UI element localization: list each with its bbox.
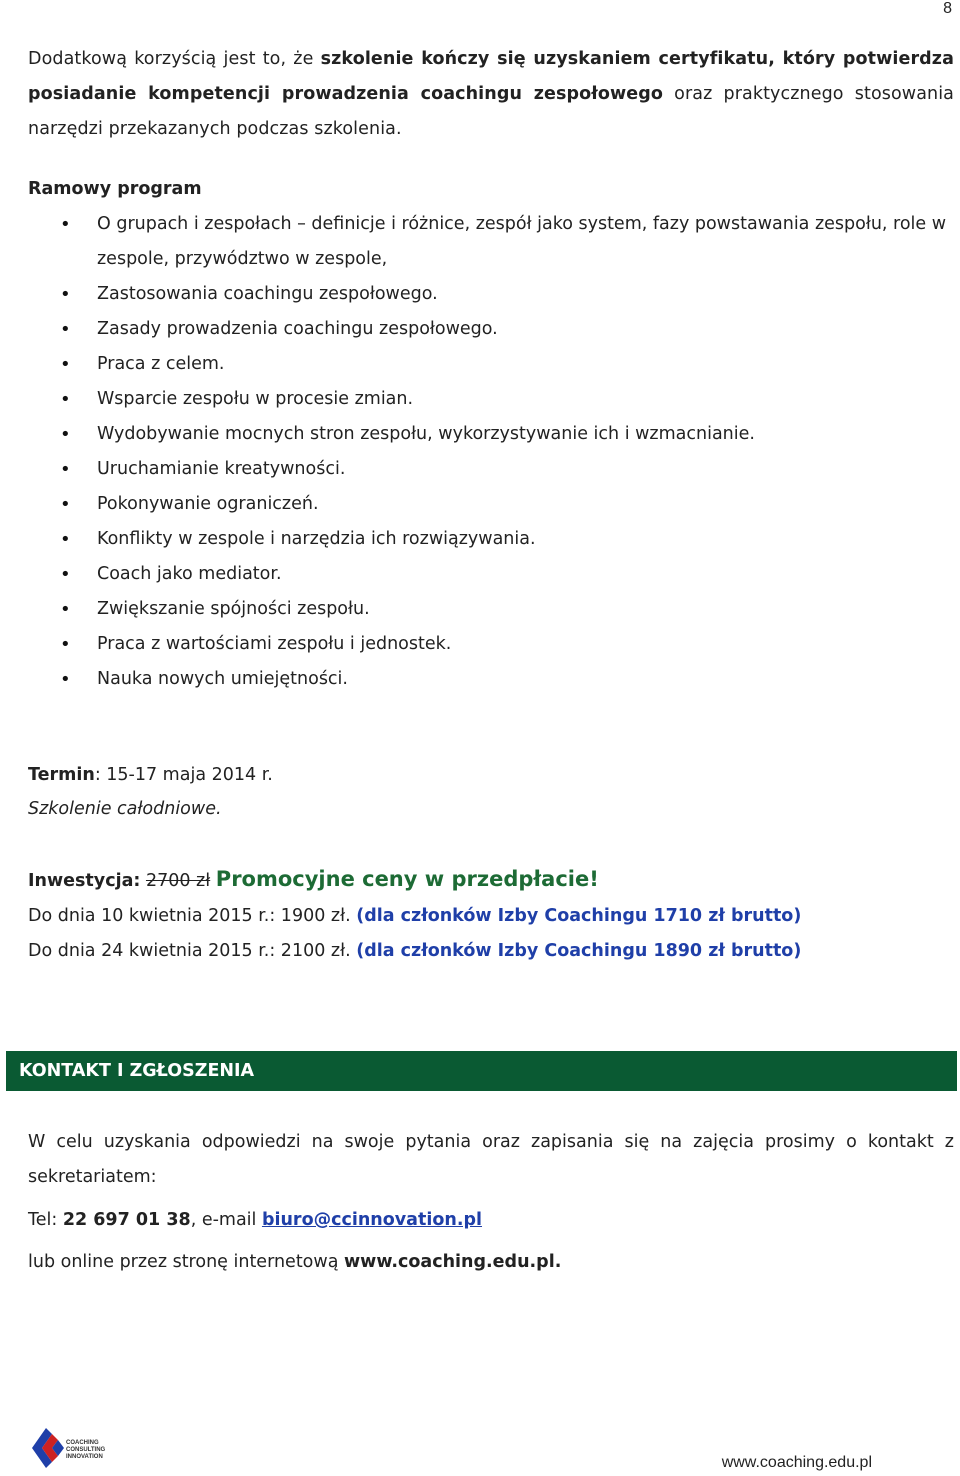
online-text: lub online przez stronę internetową — [28, 1252, 344, 1272]
page-number: 8 — [943, 0, 952, 17]
termin-note: Szkolenie całodniowe. — [28, 799, 222, 819]
member-price: (dla członków Izby Coachingu 1710 zł brutto) — [356, 906, 802, 926]
logo-line: CONSULTING — [66, 1447, 106, 1453]
program-item: • Coach jako mediator. — [28, 557, 954, 592]
program-item: • Zwiększanie spójności zespołu. — [28, 592, 954, 627]
program-item: • Wsparcie zespołu w procesie zmian. — [28, 382, 954, 417]
website-link[interactable]: www.coaching.edu.pl. — [343, 1252, 562, 1272]
footer-url[interactable]: www.coaching.edu.pl — [721, 1454, 872, 1471]
intro-paragraph — [28, 42, 954, 147]
logo-mark-icon — [28, 1422, 68, 1474]
program-list — [28, 207, 954, 697]
program-item: • Zastosowania coachingu zespołowego. — [28, 277, 954, 312]
contact-text: W celu uzyskania odpowiedzi na swoje pytania oraz zapisania się na zajęcia prosimy o kontakt z sekretariatem: — [28, 1132, 954, 1187]
price-deadline: Do dnia 24 kwietnia 2015 r.: 2100 zł. — [28, 941, 351, 961]
price-line-1 — [28, 899, 801, 934]
program-item: • Nauka nowych umiejętności. — [28, 662, 954, 697]
phone-number: 22 697 01 38 — [62, 1210, 191, 1230]
contact-header: KONTAKT I ZGŁOSZENIA — [19, 1061, 255, 1081]
program-item: • Praca z wartościami zespołu i jednostek. — [28, 627, 954, 662]
termin-line — [28, 758, 273, 793]
program-item: • Pokonywanie ograniczeń. — [28, 487, 954, 522]
contact-header-bar — [6, 1051, 957, 1091]
member-price: (dla członków Izby Coachingu 1890 zł brutto) — [356, 941, 802, 961]
logo-line: COACHING — [66, 1440, 99, 1446]
price-deadline: Do dnia 10 kwietnia 2015 r.: 1900 zł. — [28, 906, 351, 926]
company-logo — [28, 1422, 120, 1474]
program-item: • Zasady prowadzenia coachingu zespołowego. — [28, 312, 954, 347]
intro-text-end: oraz praktycznego stosowania narzędzi przekazanych podczas szkolenia. — [28, 84, 954, 139]
email-link[interactable]: biuro@ccinnovation.pl — [261, 1210, 483, 1230]
logo-line: INNOVATION — [66, 1454, 103, 1460]
termin-label: Termin — [28, 765, 95, 785]
program-item: • Wydobywanie mocnych stron zespołu, wykorzystywanie ich i wzmacnianie. — [28, 417, 954, 452]
program-item: • Praca z celem. — [28, 347, 954, 382]
online-line — [28, 1245, 561, 1280]
program-item: • O grupach i zespołach – definicje i różnice, zespół jako system, fazy powstawania zespołu, role w zespole, przywództwo w zespole, — [28, 207, 954, 277]
price-line-2 — [28, 934, 801, 969]
investment-label: Inwestycja: — [28, 871, 141, 891]
program-item: • Konflikty w zespole i narzędzia ich rozwiązywania. — [28, 522, 954, 557]
termin-value: : 15-17 maja 2014 r. — [94, 765, 273, 785]
logo-text — [66, 1440, 105, 1461]
investment-line — [28, 862, 599, 899]
intro-text-start: Dodatkową korzyścią jest to, że — [28, 49, 321, 69]
old-price: 2700 zł — [145, 871, 211, 891]
tel-label: Tel: — [28, 1210, 63, 1230]
program-title: Ramowy program — [28, 179, 202, 199]
contact-details — [28, 1203, 482, 1238]
intro-certificate-highlight: szkolenie kończy się uzyskaniem certyfikatu, który potwierdza posiadanie kompetencji prowadzenia coachingu zespołowego — [28, 49, 954, 104]
promo-text: Promocyjne ceny w przedpłacie! — [215, 867, 599, 891]
email-label: , e-mail — [190, 1210, 262, 1230]
program-item: • Uruchamianie kreatywności. — [28, 452, 954, 487]
